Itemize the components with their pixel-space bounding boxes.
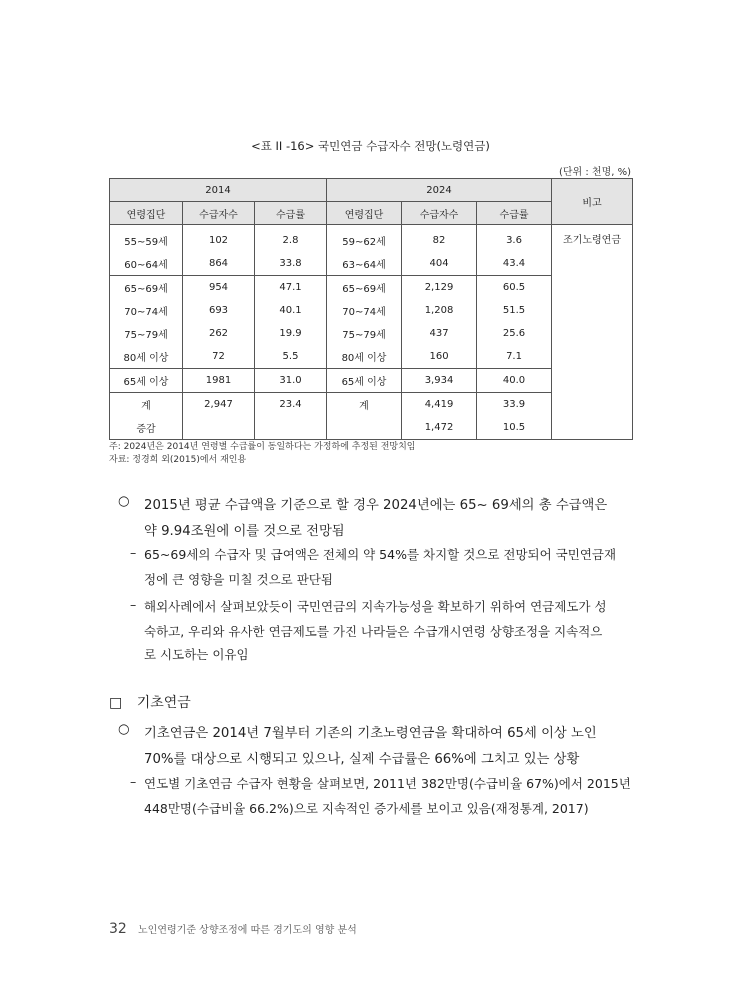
footer-title: 노인연령기준 상향조정에 따른 경기도의 영향 분석 [138,925,357,936]
recipients-2024-cell: 404 [402,252,477,276]
age-2014-cell: 75~79세 [110,322,183,345]
rate-2014-cell: 5.5 [255,345,327,369]
age-2024-cell: 59~62세 [327,225,402,253]
recipients-2024-cell: 4,419 [402,393,477,417]
rate-2014-cell: 31.0 [255,369,327,393]
rate-2024-cell: 40.0 [477,369,552,393]
col-age-2014: 연령집단 [110,202,183,225]
dash-bullet: – [130,597,137,612]
para2-line1: 기초연금은 2014년 7월부터 기존의 기초노령연금을 확대하여 65세 이상 노인 [144,726,597,741]
age-2024-cell: 계 [327,393,402,417]
table-unit: (단위 : 천명, %) [558,167,631,178]
page-footer [109,921,357,937]
dash-bullet: – [130,774,137,789]
recipients-2024-cell: 1,208 [402,299,477,322]
para1-dash2-line1: 해외사례에서 살펴보았듯이 국민연금의 지속가능성을 확보하기 위하여 연금제도가 성 [144,599,607,614]
recipients-2014-cell: 954 [183,276,255,300]
rate-2024-cell: 3.6 [477,225,552,253]
age-2024-cell: 75~79세 [327,322,402,345]
bullet-circle: ○ [118,722,130,737]
bullet-circle: ○ [118,494,130,509]
age-2024-cell [327,416,402,440]
recipients-2024-cell: 160 [402,345,477,369]
rate-2014-cell: 33.8 [255,252,327,276]
year-2024-header: 2024 [327,179,552,202]
age-2024-cell: 63~64세 [327,252,402,276]
recipients-2024-cell: 82 [402,225,477,253]
recipients-2024-cell: 1,472 [402,416,477,440]
rate-2024-cell: 43.4 [477,252,552,276]
year-2014-header: 2014 [110,179,327,202]
age-2014-cell: 증감 [110,416,183,440]
table-body [110,225,633,440]
recipients-2024-cell: 437 [402,322,477,345]
rate-2024-cell: 60.5 [477,276,552,300]
col-rate-2024: 수급률 [477,202,552,225]
recipients-2014-cell: 693 [183,299,255,322]
rate-2014-cell: 23.4 [255,393,327,417]
remark-text: 조기노령연금 [563,235,622,246]
col-rate-2014: 수급률 [255,202,327,225]
rate-2024-cell: 51.5 [477,299,552,322]
table-note-1: 주: 2024년은 2014년 연령별 수급률이 동일하다는 가정하에 추정된 전망치임 [109,442,416,452]
remark-header: 비고 [552,179,633,225]
pension-recipients-table [109,178,633,440]
section-title: 기초연금 [136,695,191,711]
rate-2024-cell: 10.5 [477,416,552,440]
age-2014-cell: 70~74세 [110,299,183,322]
para2-dash1-line2: 448만명(수급비율 66.2%)으로 지속적인 증가세를 보이고 있음(재정통계, 2017) [144,801,589,816]
dash-bullet: – [130,545,137,560]
recipients-2014-cell: 72 [183,345,255,369]
age-2014-cell: 80세 이상 [110,345,183,369]
age-2024-cell: 65세 이상 [327,369,402,393]
col-recipients-2014: 수급자수 [183,202,255,225]
col-recipients-2024: 수급자수 [402,202,477,225]
para1-dash2-line3: 로 시도하는 이유임 [144,647,249,662]
page-number: 32 [109,921,127,937]
remark-cell [552,225,633,440]
para1-line1: 2015년 평균 수급액을 기준으로 할 경우 2024년에는 65~ 69세의 총 수급액은 [144,498,608,513]
rate-2014-cell: 47.1 [255,276,327,300]
para2-line2: 70%를 대상으로 시행되고 있으나, 실제 수급률은 66%에 그치고 있는 상황 [144,752,580,767]
table-caption: <표 II -16> 국민연금 수급자수 전망(노령연금) [251,139,490,153]
para1-line2: 약 9.94조원에 이를 것으로 전망됨 [144,524,345,539]
age-2024-cell: 70~74세 [327,299,402,322]
recipients-2014-cell: 102 [183,225,255,253]
table-row [110,225,633,253]
para2-dash1-line1: 연도별 기초연금 수급자 현황을 살펴보면, 2011년 382만명(수급비율 67%)에서 2015년 [144,776,631,791]
recipients-2014-cell [183,416,255,440]
rate-2014-cell [255,416,327,440]
age-2014-cell: 55~59세 [110,225,183,253]
recipients-2024-cell: 2,129 [402,276,477,300]
para1-dash1-line2: 정에 큰 영향을 미칠 것으로 판단됨 [144,572,333,587]
rate-2024-cell: 7.1 [477,345,552,369]
table-notes [109,441,415,467]
section-heading [109,692,191,712]
recipients-2014-cell: 1981 [183,369,255,393]
recipients-2014-cell: 864 [183,252,255,276]
rate-2024-cell: 33.9 [477,393,552,417]
age-2014-cell: 65~69세 [110,276,183,300]
col-age-2024: 연령집단 [327,202,402,225]
rate-2014-cell: 2.8 [255,225,327,253]
rate-2014-cell: 40.1 [255,299,327,322]
recipients-2014-cell: 2,947 [183,393,255,417]
recipients-2014-cell: 262 [183,322,255,345]
age-2014-cell: 60~64세 [110,252,183,276]
para1-dash1-line1: 65~69세의 수급자 및 급여액은 전체의 약 54%를 차지할 것으로 전망되어 국민연금재 [144,547,617,562]
age-2024-cell: 80세 이상 [327,345,402,369]
para1-dash2-line2: 숙하고, 우리와 유사한 연금제도를 가진 나라들은 수급개시연령 상향조정을 지속적으 [144,624,603,639]
recipients-2024-cell: 3,934 [402,369,477,393]
age-2024-cell: 65~69세 [327,276,402,300]
section-box: □ [109,695,123,711]
rate-2014-cell: 19.9 [255,322,327,345]
table-note-2: 자료: 정경희 외(2015)에서 재인용 [109,455,247,465]
age-2014-cell: 65세 이상 [110,369,183,393]
rate-2024-cell: 25.6 [477,322,552,345]
age-2014-cell: 계 [110,393,183,417]
